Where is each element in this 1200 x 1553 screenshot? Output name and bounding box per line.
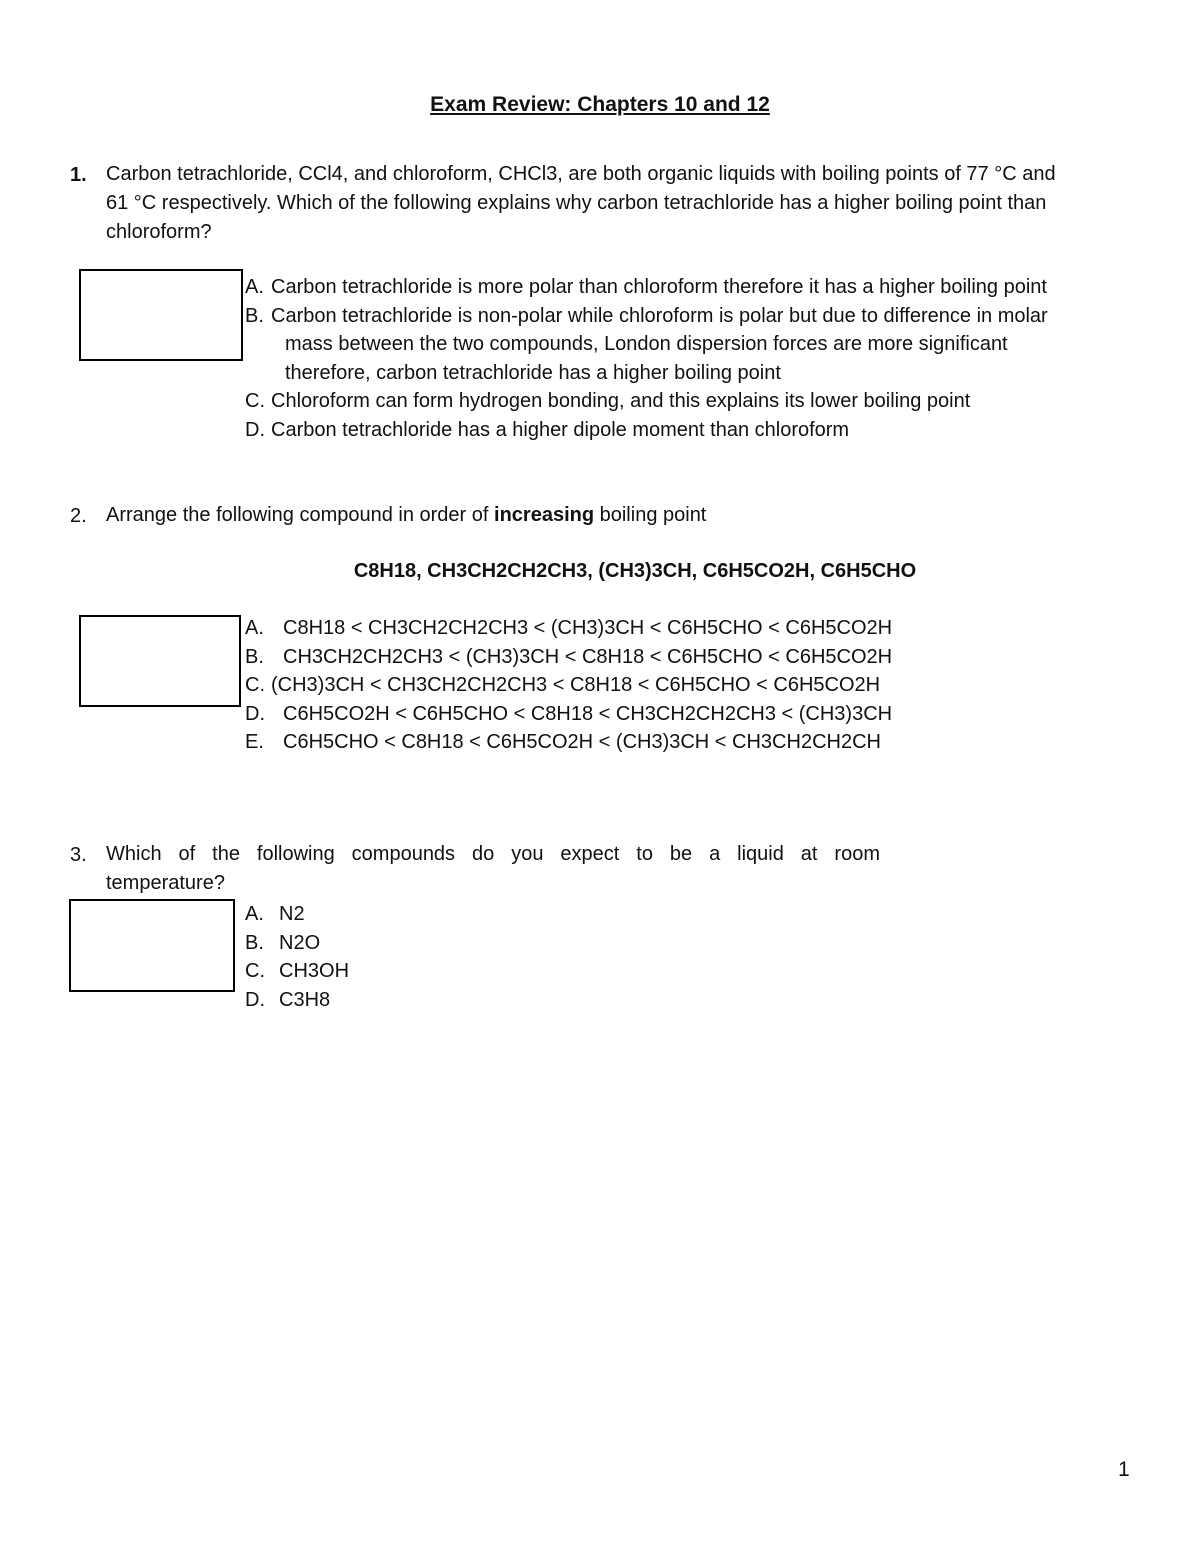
option-letter: D. [245,418,265,441]
option-2c[interactable] [245,671,892,700]
answer-box-3[interactable] [69,899,235,992]
page-number: 1 [1118,1458,1130,1481]
option-text: C8H18 < CH3CH2CH2CH3 < (CH3)3CH < C6H5CHO < C6H5CO2H [283,617,893,639]
option-text: C3H8 [279,988,331,1011]
option-text: CH3OH [279,960,350,982]
option-letter: B. [245,304,264,327]
question-2-text-part: boiling point [594,504,707,526]
option-text: Chloroform can form hydrogen bonding, and this explains its lower boiling point [271,390,971,412]
question-3-text [106,840,880,898]
option-letter: D. [245,988,265,1011]
question-1-line-3: chloroform? [106,221,212,243]
option-text: (CH3)3CH < CH3CH2CH2CH3 < C8H18 < C6H5CHO < C6H5CO2H [271,674,881,696]
option-2b[interactable] [245,643,892,672]
option-text: N2 [279,903,305,925]
option-3b[interactable] [245,929,349,958]
question-3-line-1: Which of the following compounds do you expect to be a liquid at room [106,843,880,865]
option-text: Carbon tetrachloride is non-polar while chloroform is polar but due to difference in molar [271,304,1048,327]
question-1-text [106,160,1126,247]
option-2a[interactable] [245,614,892,643]
option-1b-continued: mass between the two compounds, London dispersion forces are more significant [285,333,1008,355]
option-letter: B. [245,931,264,954]
question-2-text [106,501,706,530]
option-text: C6H5CHO < C8H18 < C6H5CO2H < (CH3)3CH < CH3CH2CH2CH [283,731,881,753]
compound-list: C8H18, CH3CH2CH2CH3, (CH3)3CH, C6H5CO2H, C6H5CHO [353,560,917,582]
option-3a[interactable] [245,900,349,929]
option-text: Carbon tetrachloride has a higher dipole moment than chloroform [271,418,850,441]
answer-box-1[interactable] [79,269,243,361]
option-letter: C. [245,960,265,982]
question-1-line-2: 61 °C respectively. Which of the following explains why carbon tetrachloride has a higher boiling point than [106,192,1047,214]
option-1b[interactable] [245,302,1048,331]
option-text: C6H5CO2H < C6H5CHO < C8H18 < CH3CH2CH2CH3 < (CH3)3CH [283,702,893,725]
option-letter: A. [245,617,264,639]
question-2-emphasis: increasing [494,504,595,526]
option-1d[interactable] [245,416,1048,445]
question-3-options [245,900,349,1014]
option-2e[interactable] [245,728,892,757]
option-3d[interactable] [245,986,349,1015]
option-letter: C. [245,390,265,412]
option-letter: D. [245,702,265,725]
question-1-options [245,273,1048,444]
option-1a[interactable] [245,273,1048,302]
option-letter: A. [245,903,264,925]
question-1-line-1: Carbon tetrachloride, CCl4, and chloroform, CHCl3, are both organic liquids with boiling points of 77 °C and [106,163,1056,185]
option-1c[interactable] [245,387,1048,416]
option-text: CH3CH2CH2CH3 < (CH3)3CH < C8H18 < C6H5CHO < C6H5CO2H [283,645,893,668]
option-text: N2O [279,931,321,954]
question-2-text-part: Arrange the following compound in order of [106,504,495,526]
option-3c[interactable] [245,957,349,986]
question-2-options [245,614,892,757]
question-3-number: 3. [70,844,87,866]
option-letter: A. [245,276,264,298]
question-2-number: 2. [70,505,87,527]
option-letter: E. [245,731,264,753]
answer-box-2[interactable] [79,615,241,707]
option-letter: C. [245,674,265,696]
option-1b-continued: therefore, carbon tetrachloride has a higher boiling point [285,361,781,384]
option-2d[interactable] [245,700,892,729]
question-1-number: 1. [70,164,87,186]
question-3-line-2: temperature? [106,872,225,894]
page-title: Exam Review: Chapters 10 and 12 [430,93,770,116]
option-letter: B. [245,645,264,668]
option-text: Carbon tetrachloride is more polar than chloroform therefore it has a higher boiling point [271,276,1047,298]
